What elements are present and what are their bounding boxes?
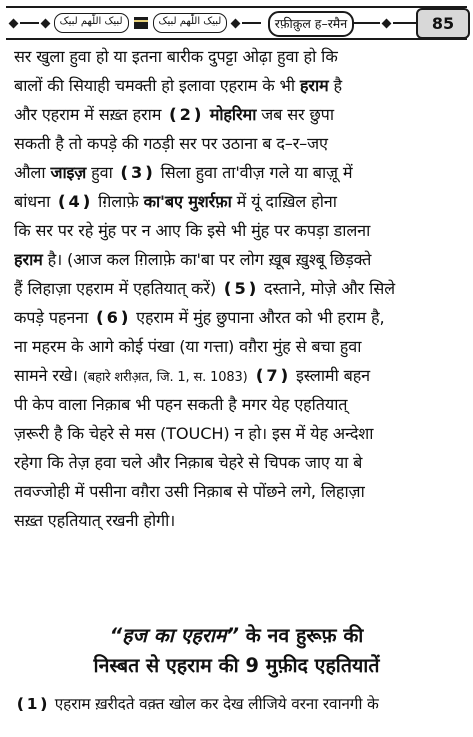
- ornament-diamond-icon: [40, 18, 50, 28]
- item-number: ❪3❫: [117, 163, 156, 182]
- text-run: तवज्जोही में पसीना वग़ैरा उसी निक़ाब से पोंछने लगे, लिहाज़ा: [14, 482, 365, 501]
- text-run: ग़िलाफ़े: [93, 192, 144, 211]
- text-run: औला: [14, 163, 51, 182]
- item-number: ❪2❫: [166, 105, 205, 124]
- item-number: ❪6❫: [93, 308, 132, 327]
- text-line: [14, 43, 461, 71]
- heading-quoted-phrase: “हज का एहराम”: [109, 624, 239, 647]
- text-line: [14, 188, 461, 216]
- text-run: एहराम ख़रीदते वक़्त खोल कर देख लीजिये वरना रवानगी के: [50, 695, 379, 713]
- section-heading-line-2: निस्बत से एहराम की 9 मुफ़ीद एहतियातें: [93, 654, 380, 677]
- section-heading-line-1: [0, 621, 473, 651]
- text-run: है: [328, 76, 342, 95]
- text-line: [14, 507, 461, 535]
- text-run: कपड़े पहनना: [14, 308, 94, 327]
- ornament-diamond-icon: [381, 18, 391, 28]
- text-run: बांधना: [14, 192, 56, 211]
- text-run: दस्ताने, मोज़े और सिले: [259, 279, 395, 298]
- kaaba-icon: [134, 17, 148, 29]
- text-run: हैं लिहाज़ा एहराम में एहतियात् करें): [14, 279, 222, 298]
- text-run: बालों की सियाही चमक्ती हो इलावा एहराम के भी: [14, 76, 300, 95]
- page-header: [6, 5, 467, 41]
- text-line: [14, 159, 461, 187]
- text-line: [14, 478, 461, 506]
- heading-text: के नव हुरूफ़ की: [239, 624, 364, 647]
- text-run: हुवा: [86, 163, 118, 182]
- item-number: ❪7❫: [247, 366, 291, 385]
- header-bottom-rule: [6, 38, 467, 40]
- text-run: सकती है तो कपड़े की गठड़ी सर पर उठाना ब द–र–जए: [14, 134, 328, 153]
- text-line: [14, 333, 461, 361]
- bold-term: हराम: [14, 250, 43, 269]
- header-top-rule: [6, 6, 467, 8]
- text-run: में यूं दाख़िल होना: [231, 192, 337, 211]
- item-number: ❪1❫: [14, 695, 51, 713]
- text-run: ज़रूरी है कि चेहरे से मस (TOUCH) न हो। इस में येह अन्देशा: [14, 424, 374, 443]
- text-run: सामने रखे।: [14, 366, 83, 385]
- bold-term: जाइज़: [50, 163, 87, 182]
- chapter-title: रफ़ीक़ुल ह–रमैन: [268, 11, 354, 37]
- text-run: जब सर छुपा: [256, 105, 334, 124]
- ornament-chain: [242, 22, 261, 24]
- right-ornament: [351, 13, 421, 33]
- calligraphy-label: لبیک اللّٰھم لبیک: [153, 13, 228, 33]
- text-line: [14, 217, 461, 245]
- text-run: इस्लामी बहन: [290, 366, 371, 385]
- text-run: रहेगा कि तेज़ हवा चले और निक़ाब चेहरे से चिपक जाए या बे: [14, 453, 363, 472]
- ornament-diamond-icon: [231, 18, 241, 28]
- text-line: [14, 101, 461, 129]
- citation-reference: (बहारे शरीअ़त, जि. 1, स. 1083): [82, 370, 248, 385]
- left-ornament: [8, 13, 262, 33]
- text-run: सिला हुवा ता'वीज़ गले या बाज़ू में: [155, 163, 353, 182]
- ornament-chain: [352, 22, 380, 24]
- text-line: [14, 130, 461, 158]
- text-line: [14, 391, 461, 419]
- text-run: पी केप वाला निक़ाब भी पहन सकती है मगर येह एहतियात्: [14, 395, 348, 414]
- text-run: एहराम में मुंह छुपाना औरत को भी हराम है,: [131, 308, 385, 327]
- bold-term: का'बए मुशर्रफ़ा: [143, 192, 232, 211]
- page-number: 85: [416, 8, 470, 39]
- text-line: [14, 362, 461, 390]
- text-line: [14, 449, 461, 477]
- text-run: ना महरम के आगे कोई पंखा (या गत्ता) वग़ैरा मुंह से बचा हुवा: [14, 337, 362, 356]
- item-number: ❪4❫: [55, 192, 94, 211]
- text-line: [14, 304, 461, 332]
- text-run: और एहराम में सख़्त हराम: [14, 105, 167, 124]
- text-run: है। (आज कल ग़िलाफ़े का'बा पर लोग ख़ूब ख़ुश्बू छिड़क्ते: [42, 250, 372, 269]
- item-number: ❪5❫: [221, 279, 259, 298]
- text-line: [14, 72, 461, 100]
- text-run: सर खुला हुवा हो या इतना बारीक दुपट्टा ओढ़ा हुवा हो कि: [14, 47, 338, 66]
- text-line: [14, 420, 461, 448]
- text-line: [14, 246, 461, 274]
- text-run: सख़्त एहतियात् रखनी होगी।: [14, 511, 176, 530]
- ornament-chain: [20, 22, 39, 24]
- ornament-diamond-icon: [9, 18, 19, 28]
- bold-term: मोहरिमा: [204, 105, 257, 124]
- calligraphy-label: لبیک اللّٰھم لبیک: [54, 13, 129, 33]
- text-line: [14, 690, 461, 718]
- text-run: कि सर पर रहे मुंह पर न आए कि इसे भी मुंह पर कपड़ा डालना: [14, 221, 371, 240]
- bold-term: हराम: [299, 76, 329, 95]
- text-line: [14, 275, 461, 303]
